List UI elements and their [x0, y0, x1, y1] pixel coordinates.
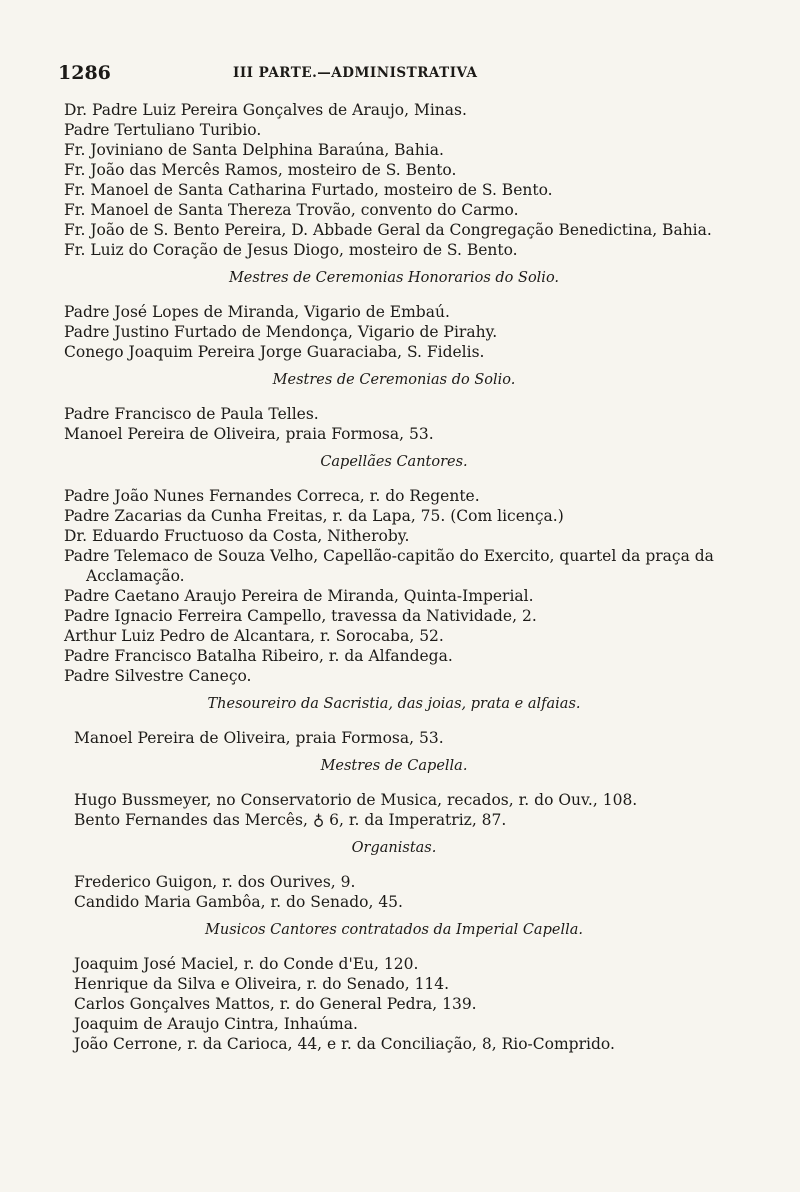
section-list — [64, 954, 724, 1054]
list-item: Fr. Joviniano de Santa Delphina Baraúna, Bahia. — [64, 141, 444, 159]
list-item: Fr. João das Mercês Ramos, mosteiro de S. Bento. — [64, 161, 457, 179]
list-item: Padre Zacarias da Cunha Freitas, r. da Lapa, 75. (Com licença.) — [64, 507, 564, 525]
list-item: Frederico Guigon, r. dos Ourives, 9. — [74, 873, 356, 891]
list-item: Candido Maria Gambôa, r. do Senado, 45. — [74, 893, 403, 911]
list-item: Padre Telemaco de Souza Velho, Capellão-capitão do Exercito, quartel da praça da Acclamação. — [64, 547, 714, 585]
section-list — [64, 728, 724, 748]
list-item: Dr. Padre Luiz Pereira Gonçalves de Araujo, Minas. — [64, 101, 467, 119]
page-number: 1286 — [58, 62, 111, 84]
section-list — [64, 790, 724, 830]
section-title-thesoureiro: Thesoureiro da Sacristia, das joias, prata e alfaias. — [207, 696, 581, 712]
section-title-mestres-solio: Mestres de Ceremonias do Solio. — [272, 372, 516, 388]
list-item: Padre Ignacio Ferreira Campello, travessa da Natividade, 2. — [64, 607, 537, 625]
section-title-musicos: Musicos Cantores contratados da Imperial Capella. — [205, 922, 583, 938]
list-item: Bento Fernandes das Mercês, ♁ 6, r. da Imperatriz, 87. — [74, 811, 507, 829]
section-list — [64, 404, 724, 444]
list-item: Fr. Luiz do Coração de Jesus Diogo, mosteiro de S. Bento. — [64, 241, 518, 259]
list-item: Fr. Manoel de Santa Thereza Trovão, convento do Carmo. — [64, 201, 519, 219]
list-item: Manoel Pereira de Oliveira, praia Formosa, 53. — [64, 425, 434, 443]
section-list — [64, 872, 724, 912]
list-item: Joaquim José Maciel, r. do Conde d'Eu, 120. — [74, 955, 419, 973]
list-item: João Cerrone, r. da Carioca, 44, e r. da Conciliação, 8, Rio-Comprido. — [74, 1035, 615, 1053]
intro-list — [64, 100, 724, 260]
section-title-mestres-honorarios: Mestres de Ceremonias Honorarios do Solio. — [228, 270, 560, 286]
section-title-capellaes: Capellães Cantores. — [320, 454, 468, 470]
page-body — [64, 100, 724, 1062]
list-item: Padre Justino Furtado de Mendonça, Vigario de Pirahy. — [64, 323, 498, 341]
section-title-mestres-capella: Mestres de Capella. — [320, 758, 468, 774]
list-item: Padre João Nunes Fernandes Correca, r. do Regente. — [64, 487, 480, 505]
list-item: Padre José Lopes de Miranda, Vigario de Embaú. — [64, 303, 450, 321]
list-item: Carlos Gonçalves Mattos, r. do General Pedra, 139. — [74, 995, 477, 1013]
section-title-organistas: Organistas. — [351, 840, 437, 856]
section-list — [64, 302, 724, 362]
list-item: Arthur Luiz Pedro de Alcantara, r. Sorocaba, 52. — [64, 627, 444, 645]
page-header — [58, 62, 730, 86]
list-item: Conego Joaquim Pereira Jorge Guaraciaba, S. Fidelis. — [64, 343, 485, 361]
list-item: Henrique da Silva e Oliveira, r. do Senado, 114. — [74, 975, 450, 993]
list-item: Padre Silvestre Caneço. — [64, 667, 252, 685]
list-item: Fr. Manoel de Santa Catharina Furtado, mosteiro de S. Bento. — [64, 181, 553, 199]
section-list — [64, 486, 724, 686]
list-item: Joaquim de Araujo Cintra, Inhaúma. — [74, 1015, 358, 1033]
list-item: Padre Caetano Araujo Pereira de Miranda, Quinta-Imperial. — [64, 587, 534, 605]
list-item: Padre Tertuliano Turibio. — [64, 121, 262, 139]
list-item: Padre Francisco Batalha Ribeiro, r. da Alfandega. — [64, 647, 453, 665]
list-item: Padre Francisco de Paula Telles. — [64, 405, 319, 423]
list-item: Manoel Pereira de Oliveira, praia Formosa, 53. — [74, 729, 444, 747]
list-item: Hugo Bussmeyer, no Conservatorio de Musica, recados, r. do Ouv., 108. — [74, 791, 638, 809]
list-item: Fr. João de S. Bento Pereira, D. Abbade Geral da Congregação Benedictina, Bahia. — [64, 221, 712, 239]
list-item: Dr. Eduardo Fructuoso da Costa, Nitheroby. — [64, 527, 410, 545]
running-title: III PARTE.—ADMINISTRATIVA — [233, 65, 478, 81]
